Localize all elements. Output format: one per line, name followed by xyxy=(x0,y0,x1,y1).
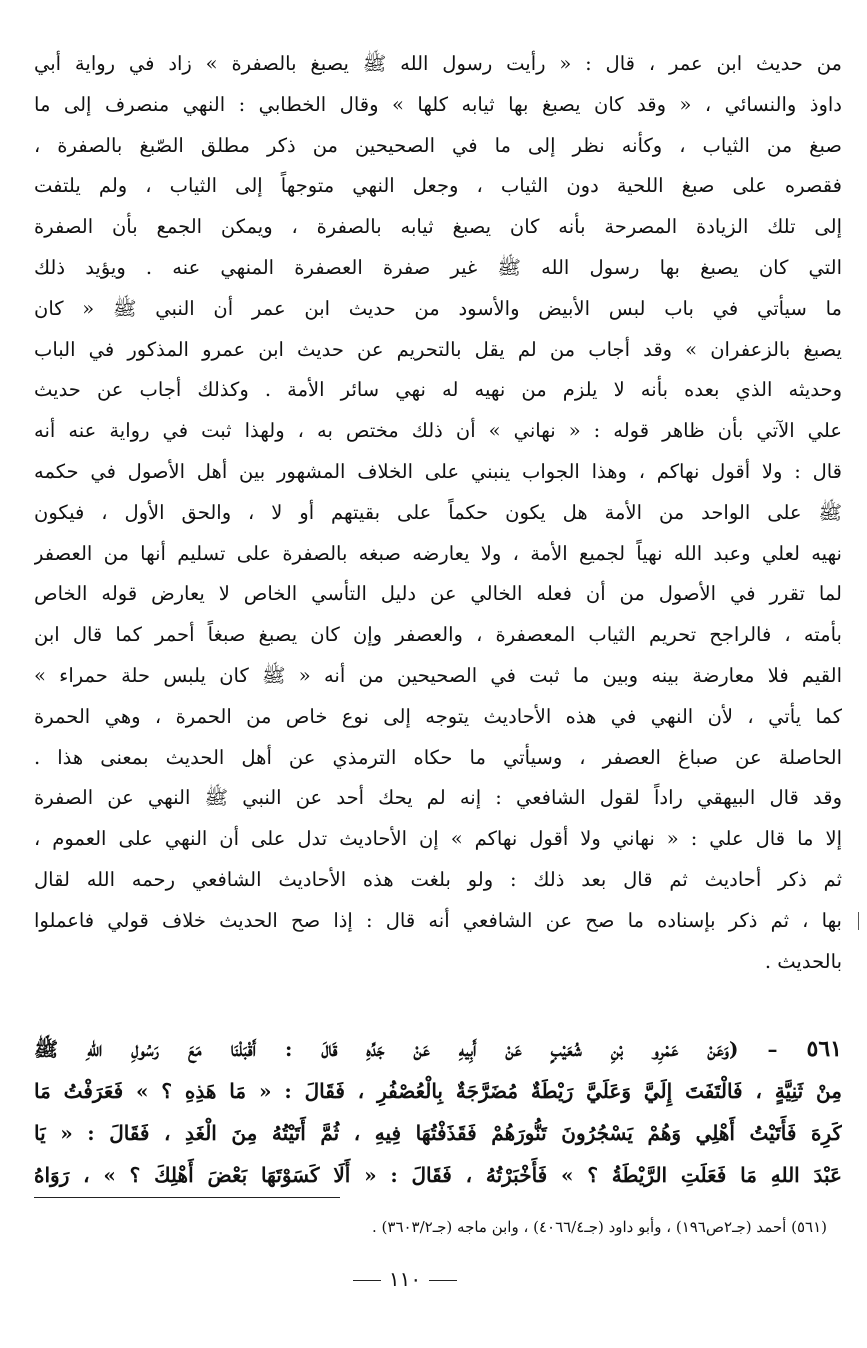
text-line: فقصره على صبغ اللحية دون الثياب ، وجعل النهي متوجهاً إلى الثياب ، ولم يلتفت xyxy=(34,174,842,198)
text-line: بالحديث . xyxy=(764,949,842,973)
text-line: قال : ولا أقول نهاكم ، وهذا الجواب ينبني على الخلاف المشهور بين أهل الأصول في حكمه xyxy=(34,459,842,483)
text-line: صبغ من الثياب ، وكأنه نظر إلى ما في الصحيحين من ذكر مطلق الصّبغ بالصفرة ، xyxy=(34,133,842,157)
hadith-line xyxy=(34,1028,842,1070)
page-number xyxy=(340,1264,470,1294)
text-line: بأمته ، فالراجح تحريم الثياب المعصفرة ، والعصفر وإن كان يصبغ صبغاً أحمر كما قال ابن xyxy=(34,623,842,647)
hadith-line: عَبْدَ اللهِ مَا فَعَلَتِ الرَّيْطَةُ ؟ » فَأَخْبَرْتُهُ ، فَقَالَ : « أَلَا كَسَوْتَهَا بَعْضَ أَهْلِكَ ؟ » ، رَوَاهُ xyxy=(34,1163,842,1187)
hadith-line: مِنْ ثَنِيَّةٍ ، فَالْتَفَتَ إِلَيَّ وَعَلَيَّ رَيْطَةٌ مُضَرَّجَةٌ بِالْعُصْفُرِ ، فَقَالَ : « مَا هَذِهِ ؟ » فَعَرَفْتُ مَا xyxy=(34,1079,842,1103)
text-line: الحاصلة عن صباغ العصفر ، وسيأتي ما حكاه الترمذي عن أهل الحديث بمعنى هذا . xyxy=(34,745,842,769)
text-line: ثم ذكر أحاديث ثم قال بعد ذلك : ولو بلغت هذه الأحاديث الشافعي رحمه الله لقال xyxy=(34,867,842,891)
text-line: علي الآتي بأن ظاهر قوله : « نهاني » أن ذلك مختص به ، ولهذا ثبت في رواية عنه أنه xyxy=(34,419,842,443)
text-line: وقد قال البيهقي راداً لقول الشافعي : إنه لم يحك أحد عن النبي ﷺ النهي عن الصفرة xyxy=(34,786,842,810)
text-line: إلى تلك الزيادة المصرحة بأنه كان يصبغ ثيابه بالصفرة ، ويمكن الجمع بأن الصفرة xyxy=(34,215,842,239)
text-line: داوذ والنسائي ، « وقد كان يصبغ بها ثيابه كلها » وقال الخطابي : النهي منصرف إلى ما xyxy=(34,92,842,116)
page-number-dash xyxy=(429,1280,457,1281)
text-line: القيم فلا معارضة بينه وبين ما ثبت في الصحيحين من أنه « ﷺ كان يلبس حلة حمراء » xyxy=(34,663,842,687)
text-line: وحديثه الذي بعده بأنه لا يلزم من نهيه له نهي سائر الأمة . وكذلك أجاب عن حديث xyxy=(34,378,842,402)
text-line: لما تقرر في الأصول من أن فعله الخالي عن دليل التأسي الخاص لا يعارض قوله الخاص xyxy=(34,582,842,606)
commentary-text xyxy=(34,44,842,982)
page-number-value: ١١٠ xyxy=(388,1267,422,1291)
hadith-text: – (وَعَنْ عَمْرِو بْنِ شُعَيْبٍ عَنْ أَبِيهِ عَنْ جَدِّهِ قَالَ : أَقْبَلْنَا مَعَ رَسُولِ اللهِ ﷺ xyxy=(34,1037,778,1061)
page-number-dash xyxy=(353,1280,381,1281)
hadith-line: كَرِهَ فَأَتَيْتُ أَهْلِي وَهُمْ يَسْجُرُونَ تَنُّورَهُمْ فَقَذَفْتُهَا فِيهِ ، ثُمَّ أَتَيْتُهُ مِنَ الْغَدِ ، فَقَالَ : « يَا xyxy=(34,1121,842,1145)
text-line: من حديث ابن عمر ، قال : « رأيت رسول الله ﷺ يصبغ بالصفرة » زاد في رواية أبي xyxy=(34,52,842,75)
footnote-divider xyxy=(34,1197,340,1198)
text-line: إلا ما قال علي : « نهاني ولا أقول نهاكم » إن الأحاديث تدل على أن النهي على العموم ، xyxy=(34,827,842,851)
text-line: يصبغ بالزعفران » وقد أجاب من لم يقل بالتحريم عن حديث ابن عمرو المذكور في الباب xyxy=(34,337,842,361)
hadith-number: ٥٦١ xyxy=(806,1036,842,1062)
text-line: نهيه لعلي وعبد الله نهياً لجميع الأمة ، ولا يعارضه صبغه بالصفرة على تسليم أنها من العصفر xyxy=(34,541,842,565)
text-line: بها ، ثم ذكر بإسناده ما صح عن الشافعي أنه قال : إذا صح الحديث خلاف قولي فاعملوا xyxy=(34,908,842,932)
text-line: التي كان يصبغ بها رسول الله ﷺ غير صفرة العصفرة المنهي عنه . ويؤيد ذلك xyxy=(34,255,842,279)
text-line: ما سيأتي في باب لبس الأبيض والأسود من حديث ابن عمر أن النبي ﷺ « كان xyxy=(34,296,842,320)
text-line: كما يأتي ، لأن النهي في هذه الأحاديث يتوجه إلى نوع خاص من الحمرة ، وهي الحمرة xyxy=(34,704,842,728)
hadith-block xyxy=(34,1028,842,1196)
footnote: (٥٦١) أحمد (جـ٢ص١٩٦) ، وأبو داود (جـ٤٠٦٦/٤) ، وابن ماجه (جـ٣٦٠٣/٢) . xyxy=(372,1218,827,1236)
text-line: ﷺ على الواحد من الأمة هل يكون حكماً على بقيتهم أو لا ، والحق الأول ، فيكون xyxy=(34,500,842,524)
margin-mark xyxy=(858,912,859,930)
